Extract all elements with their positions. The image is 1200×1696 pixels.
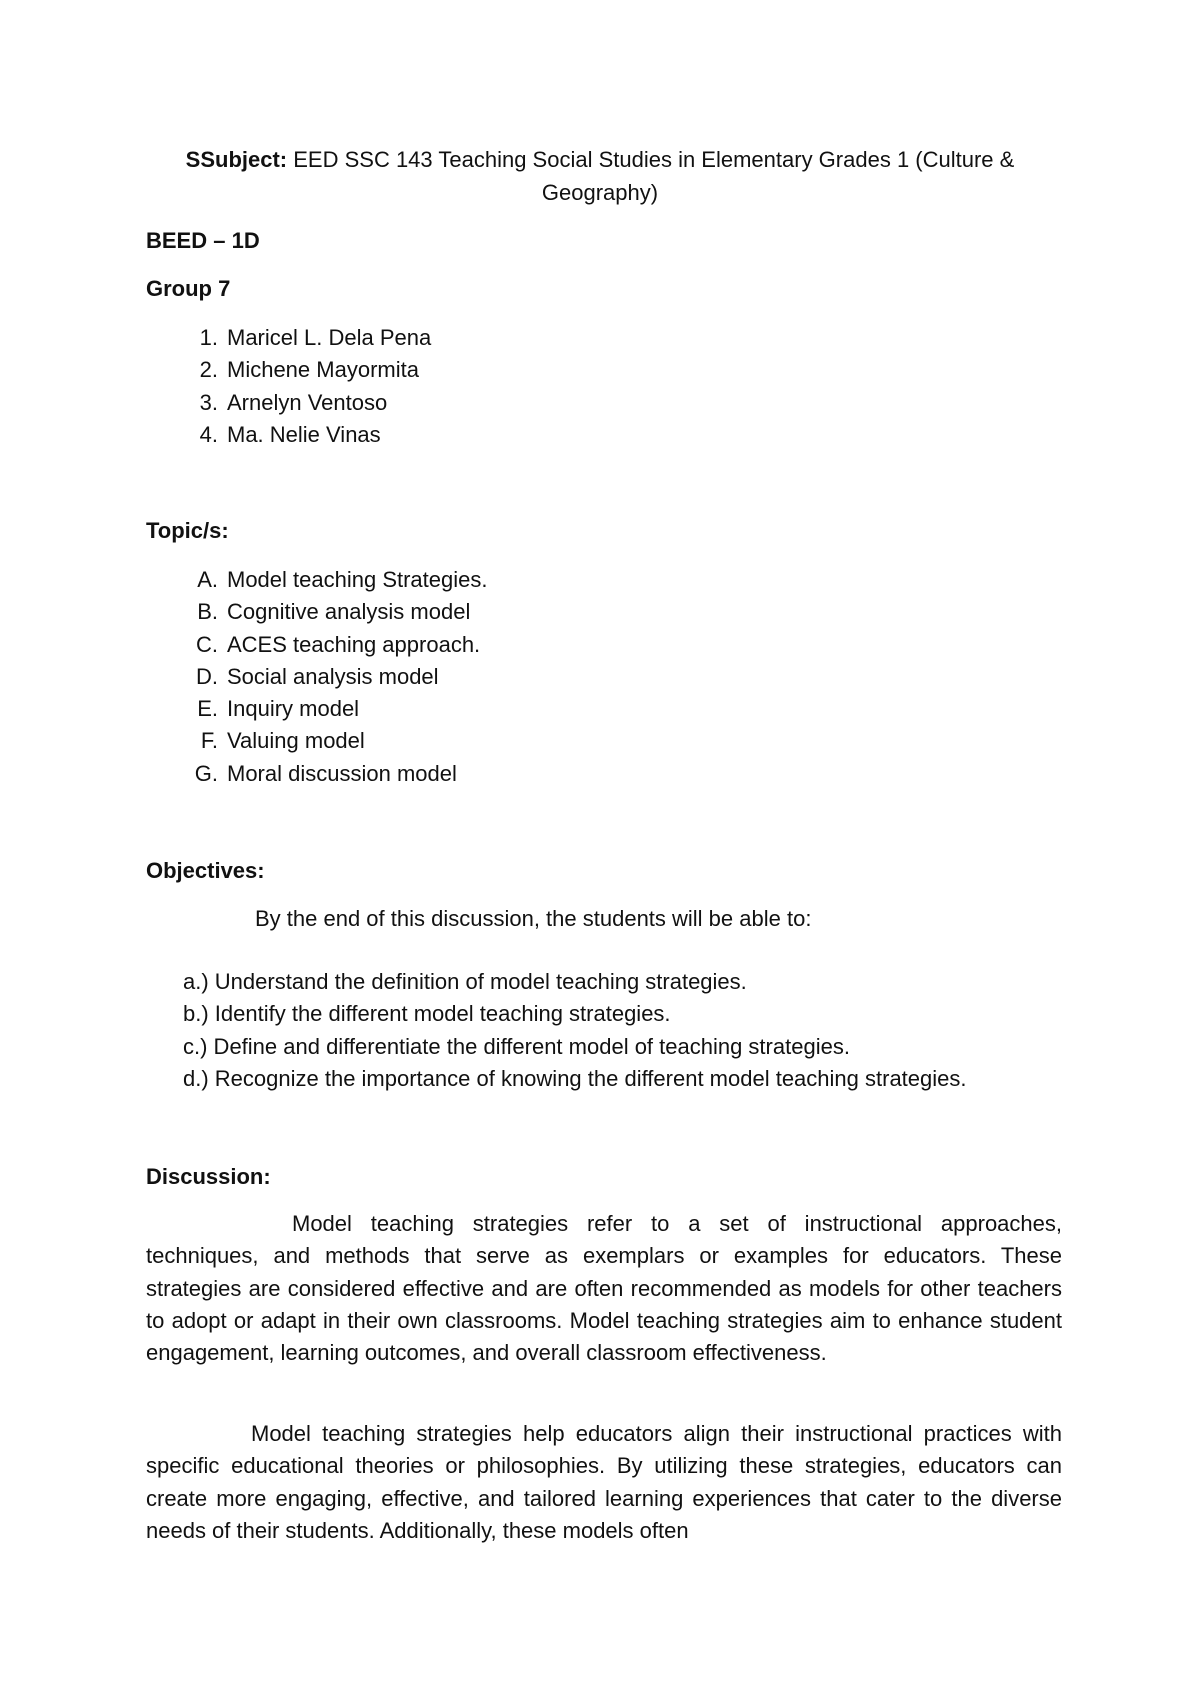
section-heading: BEED – 1D xyxy=(146,228,260,253)
list-item xyxy=(146,387,431,419)
topics-heading: Topic/s: xyxy=(146,518,229,543)
topic-text: Social analysis model xyxy=(227,663,439,689)
topic-text: ACES teaching approach. xyxy=(227,631,481,657)
list-item xyxy=(146,758,488,790)
topic-text: Inquiry model xyxy=(227,696,360,722)
subject-text: EED SSC 143 Teaching Social Studies in Elementary Grades 1 (Culture & Geography) xyxy=(287,147,1015,205)
list-marker: F. xyxy=(200,728,218,754)
topic-text: Model teaching Strategies. xyxy=(227,567,488,592)
list-item: c.) Define and differentiate the different model of teaching strategies. xyxy=(183,1033,850,1059)
list-item xyxy=(146,693,488,725)
topic-text: Moral discussion model xyxy=(227,760,457,786)
list-item xyxy=(146,596,488,628)
list-marker: B. xyxy=(197,599,218,625)
list-item xyxy=(146,725,488,757)
member-list xyxy=(146,322,431,451)
topic-text: Cognitive analysis model xyxy=(227,599,471,625)
discussion-heading: Discussion: xyxy=(146,1164,271,1189)
list-item xyxy=(146,629,488,661)
list-item xyxy=(146,419,431,451)
list-item: d.) Recognize the importance of knowing the different model teaching strategies. xyxy=(183,1065,967,1091)
list-marker: A. xyxy=(197,567,218,592)
list-marker: E. xyxy=(197,696,218,722)
topic-text: Valuing model xyxy=(227,728,365,754)
list-marker: D. xyxy=(196,663,218,689)
list-item: a.) Understand the definition of model teaching strategies. xyxy=(183,969,747,994)
objectives-list xyxy=(183,966,967,1095)
subject-line xyxy=(140,143,1060,209)
topic-list xyxy=(146,564,488,790)
list-item xyxy=(146,564,488,596)
list-marker: C. xyxy=(196,631,218,657)
list-marker: G. xyxy=(194,760,218,786)
subject-label: SSubject: xyxy=(185,147,288,172)
member-name: Ma. Nelie Vinas xyxy=(227,421,381,447)
list-marker: 3. xyxy=(199,389,218,415)
member-name: Arnelyn Ventoso xyxy=(227,389,388,415)
discussion-paragraph-1: Model teaching strategies refer to a set of instructional approaches, techniques, and methods that serve as exemplars or examples for educators. These strategies are considered effective and are often recommended as models for other teachers to adopt or adapt in their own classrooms. Model teaching strategies aim to enhance student engagement, learning outcomes, and overall classroom effectiveness. xyxy=(146,1211,1062,1366)
list-item xyxy=(146,322,431,354)
list-item xyxy=(146,661,488,693)
objectives-intro: By the end of this discussion, the students will be able to: xyxy=(255,906,812,931)
discussion-paragraph-2: Model teaching strategies help educators align their instructional practices with specific educational theories or philosophies. By utilizing these strategies, educators can create more engaging, effective, and tailored learning experiences that cater to the diverse needs of their students. Additionally, these models often xyxy=(146,1421,1062,1543)
list-item: b.) Identify the different model teaching strategies. xyxy=(183,1001,671,1027)
objectives-heading: Objectives: xyxy=(146,858,265,883)
list-marker: 2. xyxy=(199,357,218,383)
member-name: Maricel L. Dela Pena xyxy=(227,325,432,350)
member-name: Michene Mayormita xyxy=(227,357,419,383)
list-marker: 4. xyxy=(199,421,218,447)
list-marker: 1. xyxy=(199,325,218,350)
list-item xyxy=(146,354,431,386)
group-heading: Group 7 xyxy=(146,276,231,301)
